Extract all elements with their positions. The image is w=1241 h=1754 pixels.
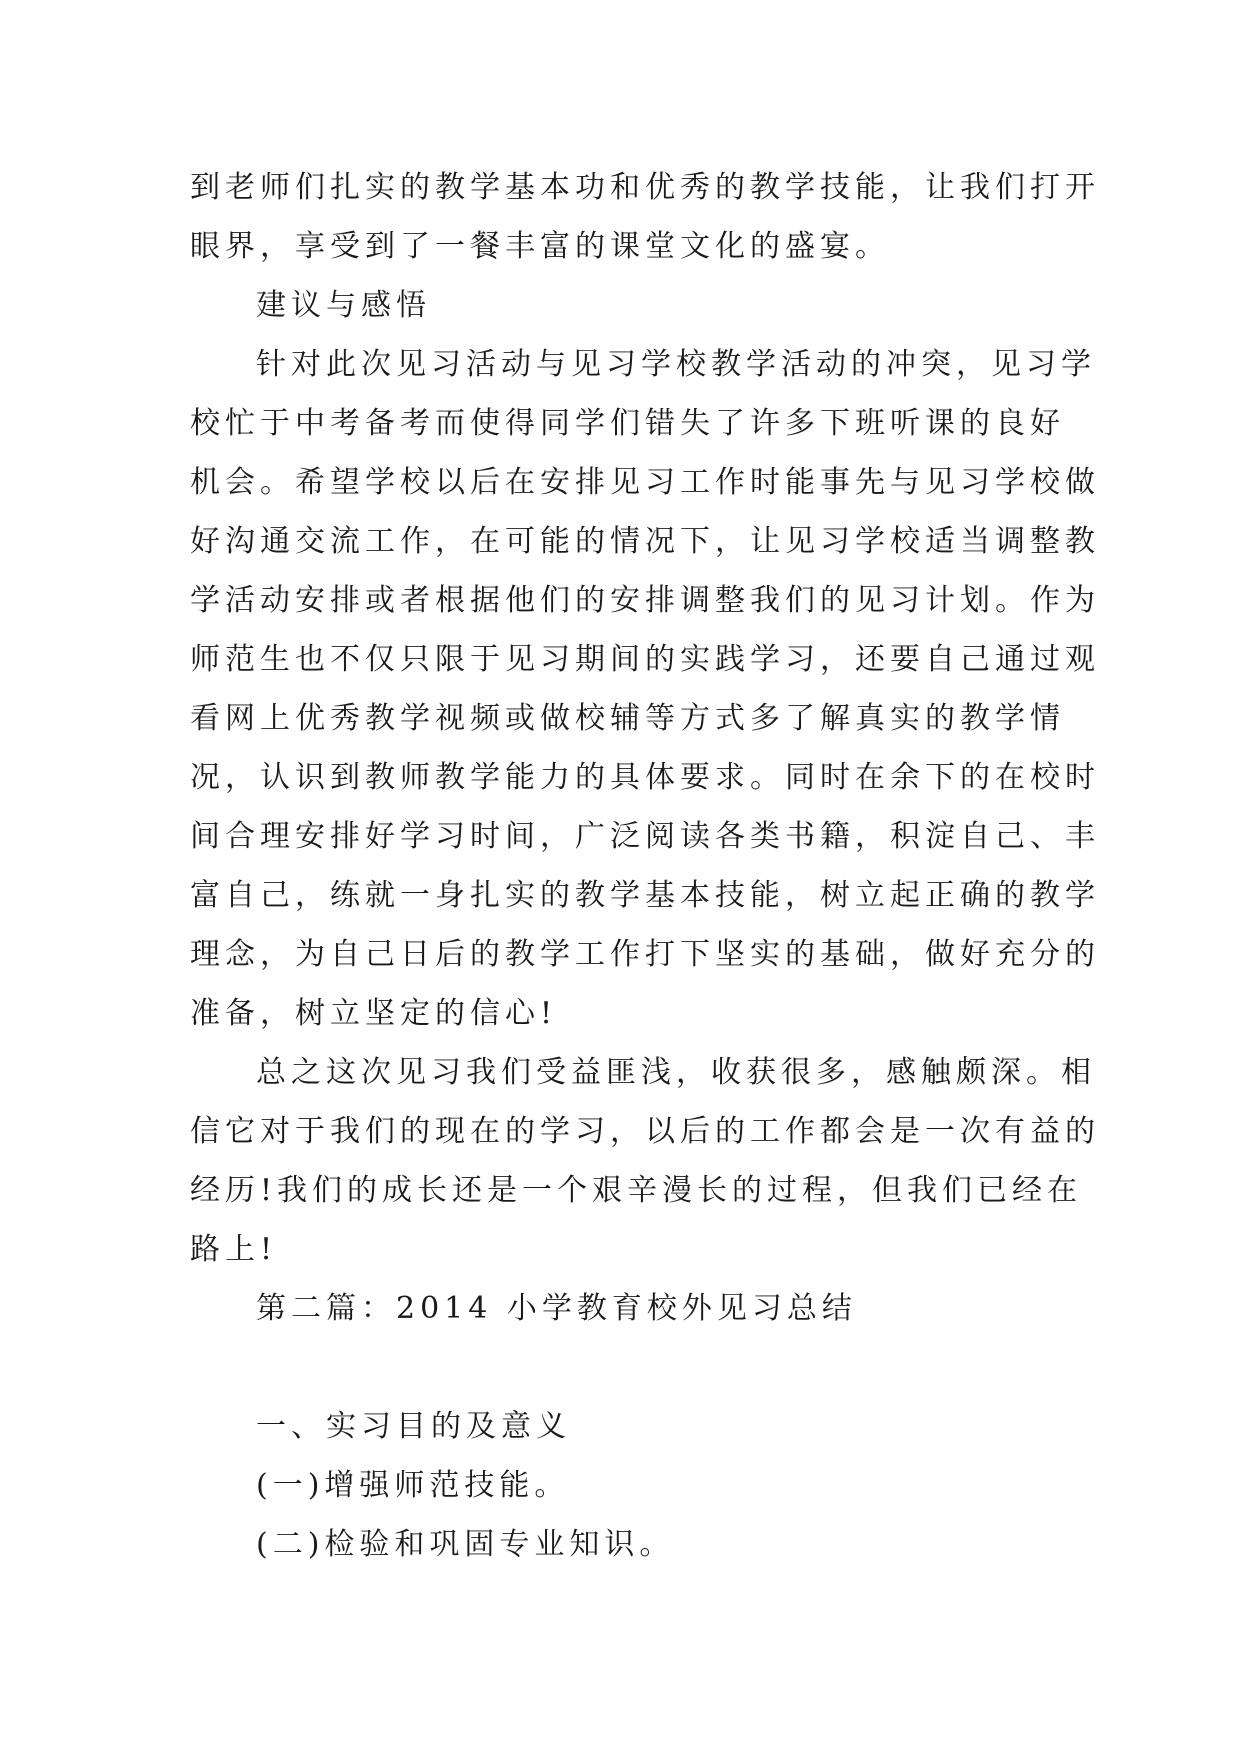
body-line: 学活动安排或者根据他们的安排调整我们的见习计划。作为 xyxy=(190,583,1100,618)
body-line: 机会。希望学校以后在安排见习工作时能事先与见习学校做 xyxy=(190,465,1100,500)
section-heading: 一、实习目的及意义 xyxy=(256,1409,571,1444)
section-heading: 建议与感悟 xyxy=(256,288,431,323)
body-line: 路上! xyxy=(190,1232,278,1267)
body-line: 理念，为自己日后的教学工作打下坚实的基础，做好充分的 xyxy=(190,937,1100,972)
body-line: 况，认识到教师教学能力的具体要求。同时在余下的在校时 xyxy=(190,760,1100,795)
body-line: 针对此次见习活动与见习学校教学活动的冲突，见习学 xyxy=(256,347,1096,382)
body-line: 经历!我们的成长还是一个艰辛漫长的过程，但我们已经在 xyxy=(190,1173,1083,1208)
body-line: 师范生也不仅只限于见习期间的实践学习，还要自己通过观 xyxy=(190,642,1100,677)
list-item: (一)增强师范技能。 xyxy=(256,1468,570,1503)
body-line: 校忙于中考备考而使得同学们错失了许多下班听课的良好 xyxy=(190,406,1065,441)
body-line: 富自己，练就一身扎实的教学基本技能，树立起正确的教学 xyxy=(190,878,1100,913)
body-line: 准备，树立坚定的信心! xyxy=(190,996,558,1031)
list-item: (二)检验和巩固专业知识。 xyxy=(256,1527,675,1562)
body-line: 间合理安排好学习时间，广泛阅读各类书籍，积淀自己、丰 xyxy=(190,819,1100,854)
chapter-title: 第二篇：2014 小学教育校外见习总结 xyxy=(256,1291,857,1326)
body-line: 眼界，享受到了一餐丰富的课堂文化的盛宴。 xyxy=(190,229,890,264)
blank-line xyxy=(190,1338,1052,1397)
body-line: 看网上优秀教学视频或做校辅等方式多了解真实的教学情 xyxy=(190,701,1065,736)
body-line: 到老师们扎实的教学基本功和优秀的教学技能，让我们打开 xyxy=(190,170,1100,205)
body-line: 好沟通交流工作，在可能的情况下，让见习学校适当调整教 xyxy=(190,524,1100,559)
document-body xyxy=(190,158,1100,1574)
body-line: 信它对于我们的现在的学习，以后的工作都会是一次有益的 xyxy=(190,1114,1100,1149)
body-line: 总之这次见习我们受益匪浅，收获很多，感触颇深。相 xyxy=(256,1055,1096,1090)
